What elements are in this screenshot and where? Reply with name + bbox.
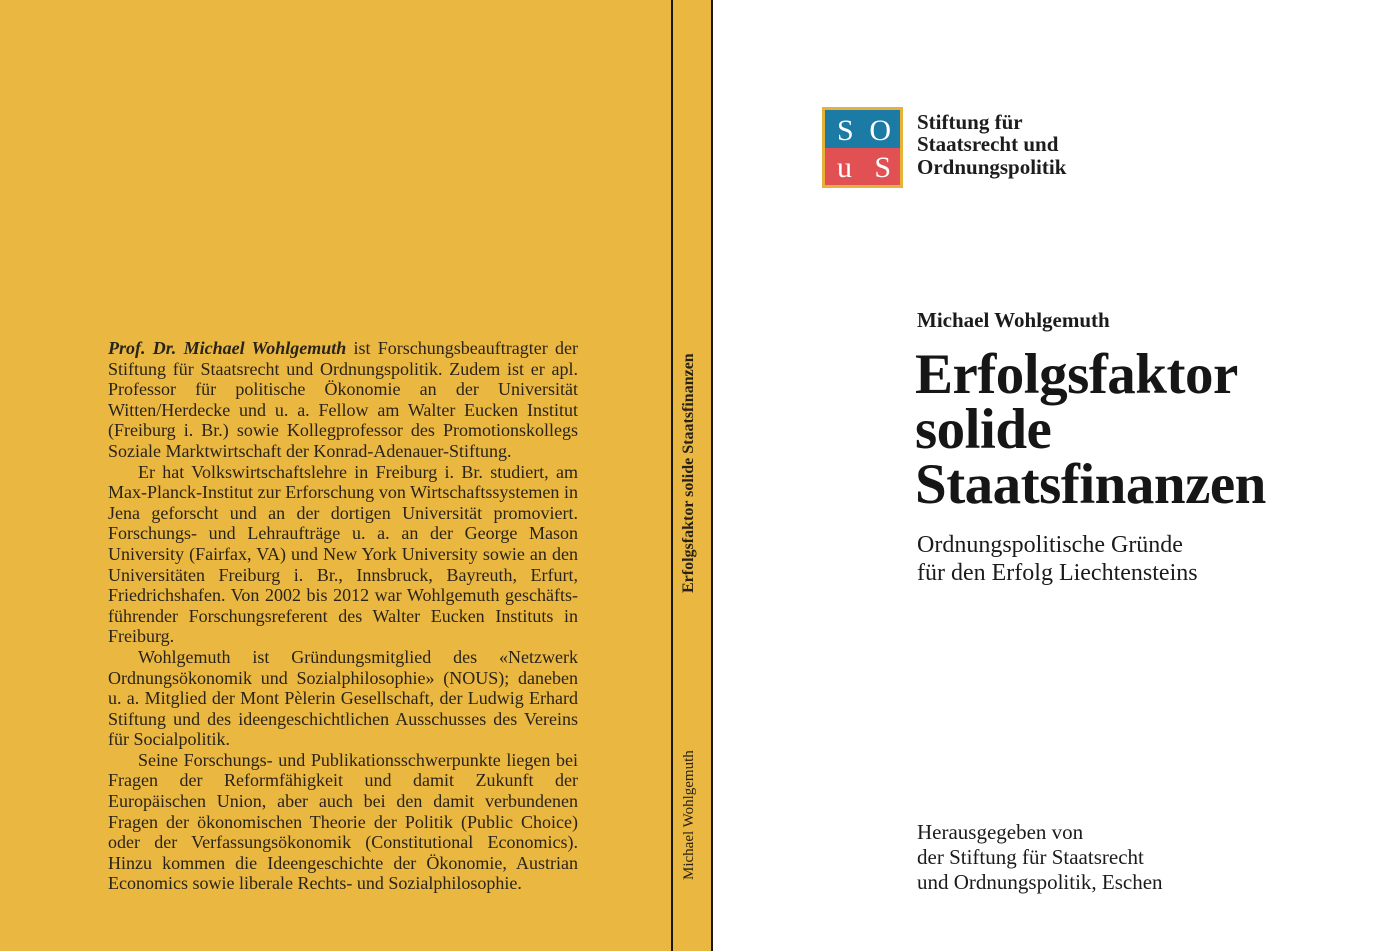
logo-letter-s2: S [874, 151, 891, 184]
bio-paragraph-3: Wohlgemuth ist Gründungsmitglied des «Netzwerk Ordnungsökonomik und Sozialphilosophie» (NOUS); daneben u. a. Mitglied der Mont Pèlerin Gesellschaft, der Ludwig Erhard Stiftung und des ideengeschichtlichen Ausschusses des Vereins für Socialpolitik. [108, 646, 578, 750]
bio-author-lead: Prof. Dr. Michael Wohlgemuth [108, 338, 347, 358]
publisher-logo [822, 107, 1066, 188]
bio-paragraph-1 [108, 338, 578, 462]
spine-author: Michael Wohlgemuth [681, 750, 697, 880]
subtitle-line-2: für den Erfolg Liechtensteins [917, 560, 1198, 586]
title-line-3: Staatsfinanzen [915, 453, 1266, 516]
book-subtitle [917, 531, 1198, 587]
wordmark-line-1: Stiftung für [917, 110, 1023, 134]
wordmark-line-3: Ordnungspolitik [917, 154, 1067, 179]
front-cover [713, 0, 1378, 951]
bio-paragraph-4: Seine Forschungs- und Publikationsschwerpunkte liegen bei Fragen der Reformfähigkeit und damit Zukunft der Europäischen Union, aber auch bei den damit verbundenen Fragen der ökonomischen Theorie der Politik (Public Choice) oder der Verfassungsökonomik (Constitutional Economics). Hinzu kommen die Ideengeschichte der Ökonomie, Austrian Economics sowie liberale Rechts- und Sozialphilosophie. [108, 749, 578, 894]
sous-logo-bottom-row [825, 148, 900, 186]
logo-letter-s1: S [837, 113, 854, 147]
bio-paragraph-2: Er hat Volkswirtschaftslehre in Freiburg i. Br. studiert, am Max-Planck-Institut zur Erforschung von Wirtschaftssystemen in Jena geforscht und an der dortigen Universität promoviert. Forschungs- und Lehraufträge u. a. an der George Mason University (Fairfax, VA) und New York University sowie an den Universitäten Freiburg i. Br., Innsbruck, Bayreuth, Erfurt, Friedrichshafen. Von 2002 bis 2012 war Wohlgemuth geschäftsführender Forschungsreferent des Walter Eucken Instituts in Freiburg. [108, 461, 578, 647]
imprint-line-1: Herausgegeben von [917, 820, 1084, 844]
wordmark-line-2: Staatsrecht und [917, 132, 1059, 157]
title-line-1: Erfolgsfaktor [915, 343, 1238, 406]
imprint-line-2: der Stiftung für Staatsrecht [917, 845, 1144, 869]
imprint-line-3: und Ordnungspolitik, Eschen [917, 870, 1163, 894]
sous-logo-icon [822, 107, 903, 188]
publisher-logo-wordmark [917, 107, 1066, 178]
title-line-2: solide [915, 398, 1052, 461]
logo-letter-o: O [869, 113, 891, 147]
sous-logo-top-row [825, 110, 900, 148]
publisher-imprint [917, 820, 1163, 895]
front-author-name: Michael Wohlgemuth [917, 308, 1110, 332]
author-biography [108, 338, 578, 894]
logo-letter-u: u [837, 151, 852, 184]
back-cover [0, 0, 671, 951]
book-title [915, 343, 1266, 516]
spine-title: Erfolgsfaktor solide Staatsfinanzen [680, 353, 697, 593]
subtitle-line-1: Ordnungspolitische Gründe [917, 532, 1183, 558]
bio-paragraph-1-text: ist Forschungsbeauftragter der Stiftung für Staatsrecht und Ordnungspolitik. Zudem ist er apl. Professor für politische Ökonomie an der Universität Witten/Herdecke und u. a. Fellow am Walter Eucken Institut (Freiburg i. Br.) sowie Kollegprofessor des Promotionskollegs Soziale Marktwirtschaft der Konrad-Adenauer-Stiftung. [108, 338, 578, 461]
